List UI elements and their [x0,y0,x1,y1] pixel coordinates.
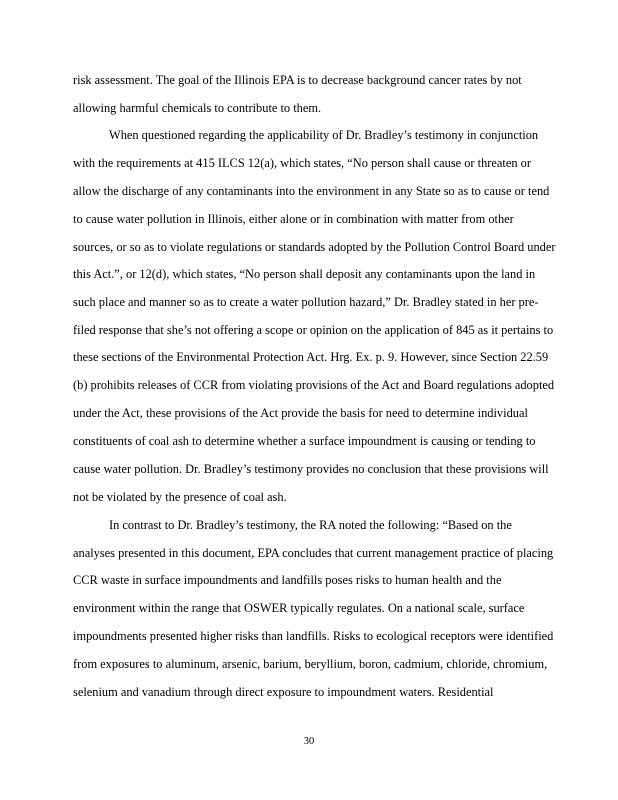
text-line: CCR waste in surface impoundments and landfills poses risks to human health and the [73,573,502,587]
text-line: analyses presented in this document, EPA concludes that current management practice of placing [73,546,554,560]
text-line: such place and manner so as to create a water pollution hazard,” Dr. Bradley stated in her pre- [73,295,539,309]
text-line: not be violated by the presence of coal ash. [73,490,287,504]
text-line: In contrast to Dr. Bradley’s testimony, the RA noted the following: “Based on the [109,518,512,532]
text-line: impoundments presented higher risks than landfills. Risks to ecological receptors were identified [73,629,554,643]
text-line: these sections of the Environmental Protection Act. Hrg. Ex. p. 9. However, since Section 22.59 [73,350,549,364]
text-line: allowing harmful chemicals to contribute to them. [73,101,322,115]
text-line: (b) prohibits releases of CCR from violating provisions of the Act and Board regulations adopted [73,378,555,392]
text-line: allow the discharge of any contaminants into the environment in any State so as to cause or tend [73,184,550,198]
text-line: with the requirements at 415 ILCS 12(a), which states, “No person shall cause or threaten or [73,156,531,170]
text-line: risk assessment. The goal of the Illinois EPA is to decrease background cancer rates by not [73,73,522,87]
text-line: cause water pollution. Dr. Bradley’s testimony provides no conclusion that these provisions will [73,462,549,476]
text-line: filed response that she’s not offering a scope or opinion on the application of 845 as it pertains to [73,323,554,337]
text-line: from exposures to aluminum, arsenic, barium, beryllium, boron, cadmium, chloride, chromium, [73,657,548,671]
text-line: When questioned regarding the applicability of Dr. Bradley’s testimony in conjunction [109,128,539,142]
text-line: sources, or so as to violate regulations or standards adopted by the Pollution Control Board under [73,240,556,254]
text-line: to cause water pollution in Illinois, either alone or in combination with matter from other [73,212,514,226]
text-line: constituents of coal ash to determine whether a surface impoundment is causing or tending to [73,434,536,448]
page-number: 30 [303,736,315,747]
text-line: under the Act, these provisions of the Act provide the basis for need to determine individual [73,406,528,420]
text-line: environment within the range that OSWER typically regulates. On a national scale, surface [73,601,525,615]
text-line: this Act.”, or 12(d), which states, “No person shall deposit any contaminants upon the land in [73,267,536,281]
text-line: selenium and vanadium through direct exposure to impoundment waters. Residential [73,685,494,699]
